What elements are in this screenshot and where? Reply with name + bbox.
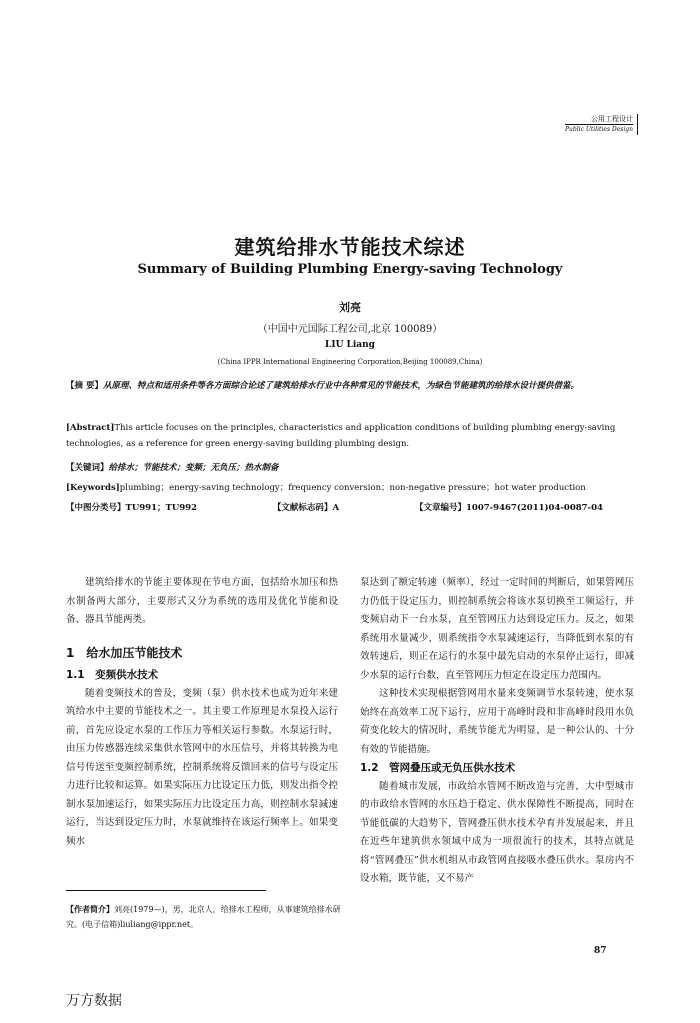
section-1-1-title: 1.1 变频供水技术 (66, 669, 159, 681)
journal-header (565, 114, 638, 135)
abstract-en-label: [Abstract] (66, 423, 115, 433)
right-paragraph-2: 这种技术实现根据管网用水量来变频调节水泵转速，使水泵始终在高效率工况下运行，应用于高峰时段和非高峰时段用水负荷变化较大的情况时，系统节能尤为明显，是一种公认的、十分有效的节能措施。 (360, 688, 634, 755)
abstract-zh-text: 从原理、特点和适用条件等各方面综合论述了建筑给排水行业中各种常见的节能技术，为绿色节能建筑的给排水设计提供借鉴。 (102, 381, 579, 391)
paper-title-en: Summary of Building Plumbing Energy-saving Technology (137, 262, 563, 277)
intro-paragraph: 建筑给排水的节能主要体现在节电方面，包括给水加压和热水制备两大部分，主要形式又分为系统的选用及优化节能和设备、器具节能两类。 (66, 577, 338, 625)
keywords-zh-label: 【关键词】 (66, 463, 109, 473)
journal-header-zh: 公用工程设计 (591, 115, 633, 123)
doc-code-label: 【文献标志码】 (272, 503, 333, 513)
abstract-zh-label: 【摘 要】 (66, 381, 103, 391)
clc-label: 【中图分类号】 (66, 503, 126, 513)
paper-title-zh: 建筑给排水节能技术综述 (234, 235, 466, 259)
author-note-label: 【作者简介】 (66, 904, 114, 914)
affiliation-zh: （中国中元国际工程公司,北京 100089） (257, 324, 443, 335)
abstract-zh (66, 378, 634, 394)
journal-header-en: Public Utilities Design (564, 126, 633, 133)
section-1-2-text: 随着城市发展，市政给水管网不断改造与完善，大中型城市的市政给水管网的水压趋于稳定、供水保障性不断提高，同时在节能低碳的大趋势下，管网叠压供水技术孕育并发展起来，并且在近些年建筑供水领域中成为一项很流行的技术，其特点就是将“管网叠压”供水机组从市政管网直接吸水叠压供水。泵房内不设水箱，既节能，又不易产 (360, 780, 634, 884)
keywords-zh (66, 460, 634, 476)
classification-line (66, 500, 634, 516)
author-note (66, 902, 346, 932)
author-en: LIU Liang (325, 340, 375, 350)
doc-code-value: A (332, 503, 340, 513)
keywords-en-text: plumbing；energy-saving technology；frequency conversion；non-negative pressure；hot water production (119, 483, 586, 493)
abstract-en-text: This article focuses on the principles, characteristics and application conditions of building plumbing energy-saving technologies, as a reference for green energy-saving building plumbing design. (66, 423, 616, 449)
section-1-title: 1 给水加压节能技术 (66, 645, 183, 660)
keywords-en (66, 480, 634, 496)
article-no-label: 【文章编号】 (414, 503, 466, 513)
right-paragraph-1: 泵达到了额定转速（频率），经过一定时间的判断后，如果管网压力仍低于设定压力，则控制系统会将该水泵切换至工频运行，并变频启动下一台水泵，直至管网压力达到设定压力。反之，如果系统用水量减少，则系统指令水泵减速运行，当降低到水泵的有效转速后，则正在运行的水泵中最先启动的水泵停止运行，即减少水泵的运行台数，直至管网压力恒定在设定压力范围内。 (360, 577, 634, 681)
abstract-en (66, 420, 634, 452)
keywords-en-label: [Keywords] (66, 483, 120, 493)
keywords-zh-text: 给排水；节能技术；变频；无负压；热水制备 (108, 463, 279, 473)
section-1-2-title: 1.2 管网叠压或无负压供水技术 (360, 762, 516, 774)
author-note-text: 刘亮(1979—)，男，北京人，给排水工程师，从事建筑给排水研究。(电子信箱)liuliang@ippr.net。 (66, 905, 341, 929)
left-column (66, 574, 338, 851)
footer-logo: 万方数据 (66, 993, 122, 1009)
clc-value: TU991；TU992 (125, 503, 197, 513)
right-column (360, 574, 634, 889)
article-no-value: 1007-9467(2011)04-0087-04 (466, 503, 603, 513)
page-number: 87 (594, 946, 607, 956)
footnote-rule (66, 890, 266, 891)
author-zh: 刘亮 (339, 301, 361, 314)
affiliation-en: (China IPPR International Engineering Corporation,Beijing 100089,China) (217, 358, 483, 366)
section-1-1-text: 随着变频技术的普及，变频（泵）供水技术也成为近年来建筑给水中主要的节能技术之一。其主要工作原理是水泵投入运行前，首先应设定水泵的工作压力等相关运行参数。水泵运行时，由压力传感器连续采集供水管网中的水压信号，并将其转换为电信号传送至变频控制系统，控制系统将反馈回来的信号与设定压力进行比较和运算。如果实际压力比设定压力低，则发出指令控制水泵加速运行，如果实际压力比设定压力高，则控制水泵减速运行，当达到设定压力时，水泵就维持在该运行频率上。如果变频水 (66, 687, 338, 847)
